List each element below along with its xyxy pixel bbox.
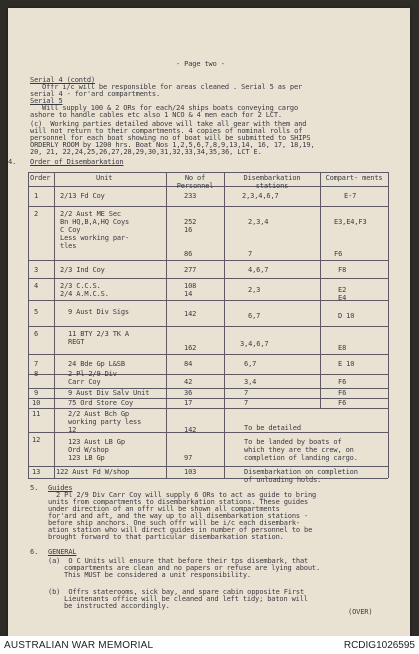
section5-number: 5. [30, 484, 39, 492]
row-6-personnel: 162 [184, 344, 197, 352]
row-12-stations: To be landed by boats of which they are the crew, on completion of landing cargo. [244, 438, 358, 462]
row-1-compartments: E-7 [344, 192, 357, 200]
footer-institution: AUSTRALIAN WAR MEMORIAL [4, 640, 154, 651]
row-6-order: 6 [34, 330, 39, 338]
para-b-line-1: (b) Offrs staterooms, sick bay, and spare cabin opposite First [48, 588, 305, 596]
para-b-line-2: Lieutenants office will be cleaned and left tidy; baton will [64, 595, 308, 603]
header-compartments: Compart- ments [325, 174, 383, 182]
row-8-order: 8 [34, 370, 39, 378]
row-2-unit: 2/2 Aust ME Sec Bn HQ,B,A,HQ Coys C Coy Less working par- tles [60, 210, 130, 250]
row-3-compartments: F8 [338, 266, 347, 274]
row-9-personnel: 36 [184, 389, 193, 397]
section5-line-1: 2 Pl 2/9 Div Carr Coy will supply 6 ORs to act as guide to bring [56, 491, 317, 499]
row-9-unit: 9 Aust Div Salv Unit [68, 389, 150, 397]
header-unit: Unit [96, 174, 113, 182]
row-10-stations: 7 [244, 399, 249, 407]
row-5-compartments: D 10 [338, 312, 355, 320]
row-13-personnel: 103 [184, 468, 197, 476]
row-12-unit: 123 Aust LB Gp Ord W/shop 123 LB Gp [68, 438, 125, 462]
row-3-personnel: 277 [184, 266, 197, 274]
row-6-unit: 11 BTY 2/3 TK A REGT [68, 330, 129, 346]
row-7-stations: 6,7 [244, 360, 257, 368]
row-10-order: 10 [32, 399, 41, 407]
section5-line-6: ation station who will direct guides in number of personnel to be [48, 526, 313, 534]
row-3-stations: 4,6,7 [248, 266, 269, 274]
row-9-order: 9 [34, 389, 39, 397]
row-1-personnel: 233 [184, 192, 197, 200]
section4-number: 4. [8, 158, 17, 166]
row-11-stations: To be detailed [244, 424, 301, 432]
serial5-heading: Serial 5 [30, 97, 63, 105]
row-3-order: 3 [34, 266, 39, 274]
header-order: Order [30, 174, 51, 182]
row-7-unit: 24 Bde Gp L&SB [68, 360, 125, 368]
row-5-personnel: 142 [184, 310, 197, 318]
para-c-line-3: personnel for each boat showing no of boat will be submitted to SHIPS [30, 134, 311, 142]
para-c-line-1: (c) Working parties detailed above will take all gear with them and [30, 120, 307, 128]
para-b-line-3: be instructed accordingly. [64, 602, 170, 610]
row-8-unit: 2 Pl 2/9 Div Carr Coy [68, 370, 117, 386]
row-1-unit: 2/13 Fd Coy [60, 192, 105, 200]
over-label: (OVER) [348, 608, 373, 616]
row-9-stations: 7 [244, 389, 249, 397]
row-3-unit: 2/3 Ind Coy [60, 266, 105, 274]
row-4-stations: 2,3 [248, 286, 261, 294]
row-7-order: 7 [34, 360, 39, 368]
row-8-compartments: F6 [338, 378, 347, 386]
row-4-personnel: 108 14 [184, 282, 197, 298]
serial5-line-1: Will supply 100 & 2 ORs for each/24 ships boats conveying cargo [42, 104, 299, 112]
row-5-order: 5 [34, 308, 39, 316]
page-heading: - Page two - [176, 60, 225, 68]
row-5-stations: 6,7 [248, 312, 261, 320]
row-10-unit: 75 Ord Store Coy [68, 399, 134, 407]
row-6-compartments: E8 [338, 344, 347, 352]
row-1-stations: 2,3,4,6,7 [242, 192, 279, 200]
header-personnel: No of Personnel [176, 174, 214, 190]
row-1-order: 1 [34, 192, 39, 200]
para-c-line-5: 20, 21, 22,24,25,26,27,28,29,30,31,32,33,34,35,36, LCT E. [30, 148, 262, 156]
row-8-stations: 3,4 [244, 378, 257, 386]
para-a-line-1: (a) O C Units will ensure that before their tps disembark, that [48, 557, 309, 565]
row-2-compartments: E3,E4,F3 F6 [334, 218, 367, 258]
section5-line-7: brought forward to that particular disembarkation station. [48, 533, 284, 541]
header-stations: Disembarkation stations [243, 174, 301, 190]
section6-number: 6. [30, 548, 39, 556]
archive-footer [0, 636, 419, 654]
section5-line-3: under direction of an offr will be shown all compartments [48, 505, 280, 513]
serial4-line-1: Offr i/c will be responsible for areas cleaned . Serial 5 as per [42, 83, 303, 91]
row-4-order: 4 [34, 282, 39, 290]
section5-line-5: before ship anchors. One such offr will be i/c each disembark- [48, 519, 300, 527]
row-13-order: 13 [32, 468, 41, 476]
row-2-stations: 2,3,4 7 [248, 218, 269, 258]
section5-line-4: for'ard and aft, and the way up to all disembarkation stations - [48, 512, 309, 520]
section4-title: Order of Disembarkation [30, 158, 124, 166]
serial4-heading: Serial 4 (contd) [30, 76, 96, 84]
section6-title: GENERAL [48, 548, 77, 556]
row-4-compartments: E2 E4 [338, 286, 347, 302]
para-c-line-2: will not return to their compartments. 4 copies of nominal rolls of [30, 127, 303, 135]
footer-record-id: RCDIG1026595 [343, 640, 415, 651]
row-2-personnel: 252 16 86 [184, 218, 197, 258]
row-11-order: 11 [32, 410, 41, 418]
row-7-personnel: 84 [184, 360, 193, 368]
row-2-order: 2 [34, 210, 39, 218]
row-6-stations: 3,4,6,7 [240, 340, 269, 348]
row-11-personnel: 142 [184, 426, 197, 434]
section5-title: Guides [48, 484, 73, 492]
row-8-personnel: 42 [184, 378, 193, 386]
row-13-stations: Disembarkation on completion of unloading holds. [244, 468, 358, 484]
row-9-compartments: F6 [338, 389, 347, 397]
row-12-order: 12 [32, 436, 41, 444]
para-a-line-2: compartments are clean and no papers or refuse are lying about. [64, 564, 321, 572]
serial5-line-2: ashore to handle cables etc also 1 NCO & 4 men each for 2 LCT. [30, 111, 282, 119]
row-10-personnel: 17 [184, 399, 193, 407]
row-7-compartments: E 10 [338, 360, 355, 368]
row-12-personnel: 97 [184, 454, 193, 462]
para-a-line-3: This MUST be considered a unit responsibility. [64, 571, 251, 579]
serial4-line-2: serial 4 - for'ard compartments. [30, 90, 161, 98]
row-4-unit: 2/3 C.C.S. 2/4 A.M.C.S. [60, 282, 109, 298]
para-c-line-4: ORDERLY ROOM by 1200 hrs. Boat Nos 1,2,5,6,7,8,9,13,14, 16, 17, 18,19, [30, 141, 315, 149]
row-5-unit: 9 Aust Div Sigs [68, 308, 129, 316]
row-11-unit: 2/2 Aust Bch Gp working party less 12 [68, 410, 142, 434]
section5-line-2: units from compartments to disembarkation stations. These guides [48, 498, 309, 506]
row-10-compartments: F6 [338, 399, 347, 407]
row-13-unit: 122 Aust Fd W/shop [56, 468, 130, 476]
document-page [8, 8, 410, 636]
